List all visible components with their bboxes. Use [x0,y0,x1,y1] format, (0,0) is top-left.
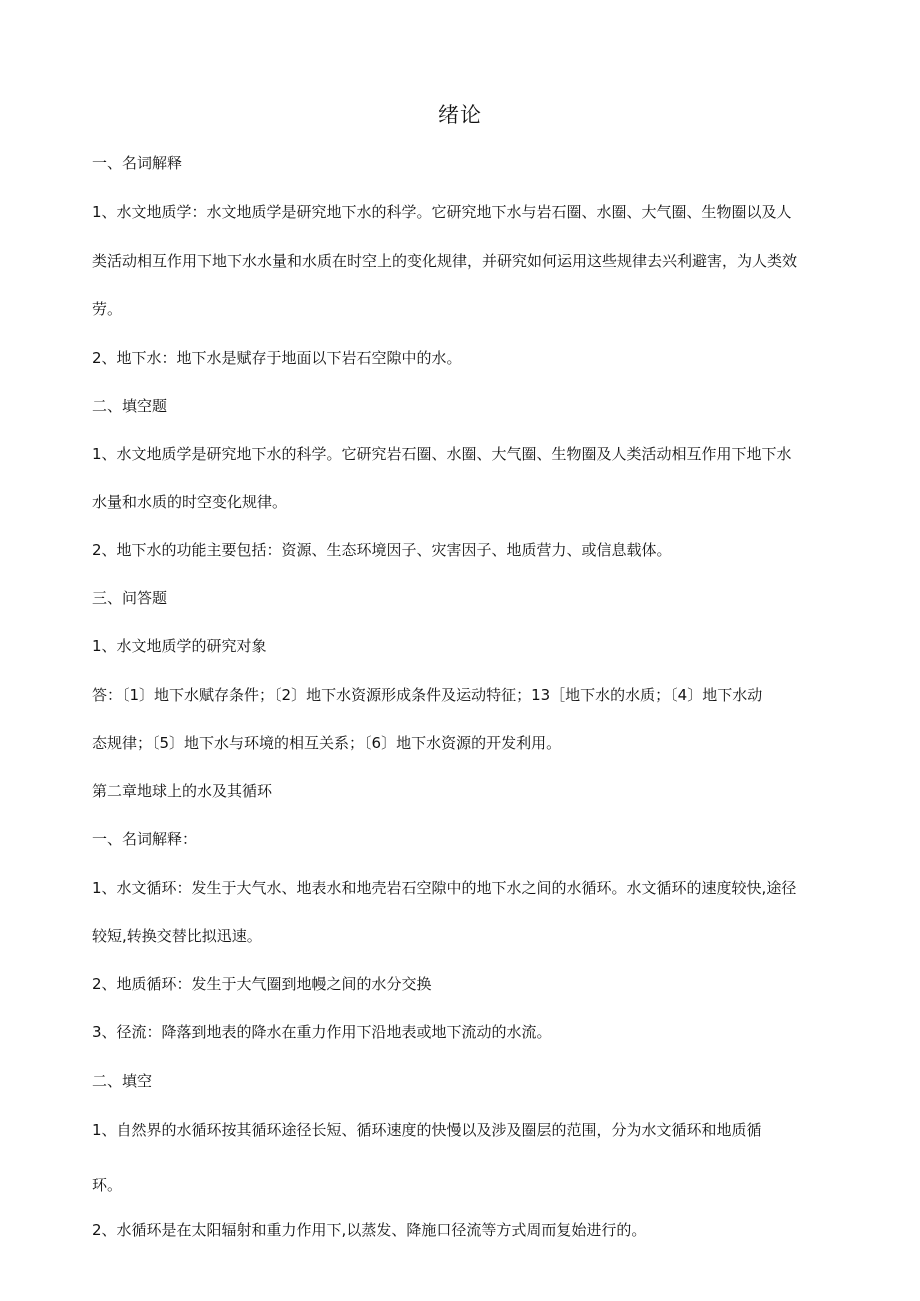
definition-text: 3、径流：降落到地表的降水在重力作用下沿地表或地下流动的水流。 [92,1023,552,1041]
definition-text: 2、地质循环：发生于大气圈到地幔之间的水分交换 [92,975,432,993]
chapter-heading: 第二章地球上的水及其循环 [92,782,273,800]
document-title: 绪论 [438,103,482,127]
definition-text: 较短,转换交替比拟迅速。 [92,927,262,945]
fill-blank-text: 2、地下水的功能主要包括：资源、生态环境因子、灾害因子、地质营力、或信息载体。 [92,541,672,559]
definition-text: 1、水文地质学：水文地质学是研究地下水的科学。它研究地下水与岩石圈、水圈、大气圈、生物圈以及人 [92,203,792,221]
definition-text: 类活动相互作用下地下水水量和水质在时空上的变化规律，并研究如何运用这些规律去兴利避害，为人类效 [92,252,798,270]
question-text: 1、水文地质学的研究对象 [92,637,267,655]
definition-text: 劳。 [92,300,123,318]
section-heading: 二、填空题 [92,397,168,415]
answer-text: 答：〔1〕地下水赋存条件；〔2〕地下水资源形成条件及运动特征；13［地下水的水质；〔4〕地下水动 [92,686,763,704]
section-heading: 三、问答题 [92,589,168,607]
section-heading: 一、名词解释： [92,830,198,848]
fill-blank-text: 水量和水质的时空变化规律。 [92,493,288,511]
fill-blank-text: 1、自然界的水循环按其循环途径长短、循环速度的快慢以及涉及圈层的范围，分为水文循环和地质循 [92,1121,762,1139]
definition-text: 1、水文循环：发生于大气水、地表水和地壳岩石空隙中的地下水之间的水循环。水文循环的速度较快,途径 [92,879,797,897]
section-heading: 一、名词解释 [92,154,183,172]
fill-blank-text: 2、水循环是在太阳辐射和重力作用下,以蒸发、降施口径流等方式周而复始进行的。 [92,1221,647,1239]
definition-text: 2、地下水：地下水是赋存于地面以下岩石空隙中的水。 [92,349,462,367]
fill-blank-text: 环。 [92,1176,123,1194]
fill-blank-text: 1、水文地质学是研究地下水的科学。它研究岩石圈、水圈、大气圈、生物圈及人类活动相互作用下地下水 [92,445,792,463]
section-heading: 二、填空 [92,1072,153,1090]
answer-text: 态规律；〔5〕地下水与环境的相互关系；〔6〕地下水资源的开发利用。 [92,734,562,752]
